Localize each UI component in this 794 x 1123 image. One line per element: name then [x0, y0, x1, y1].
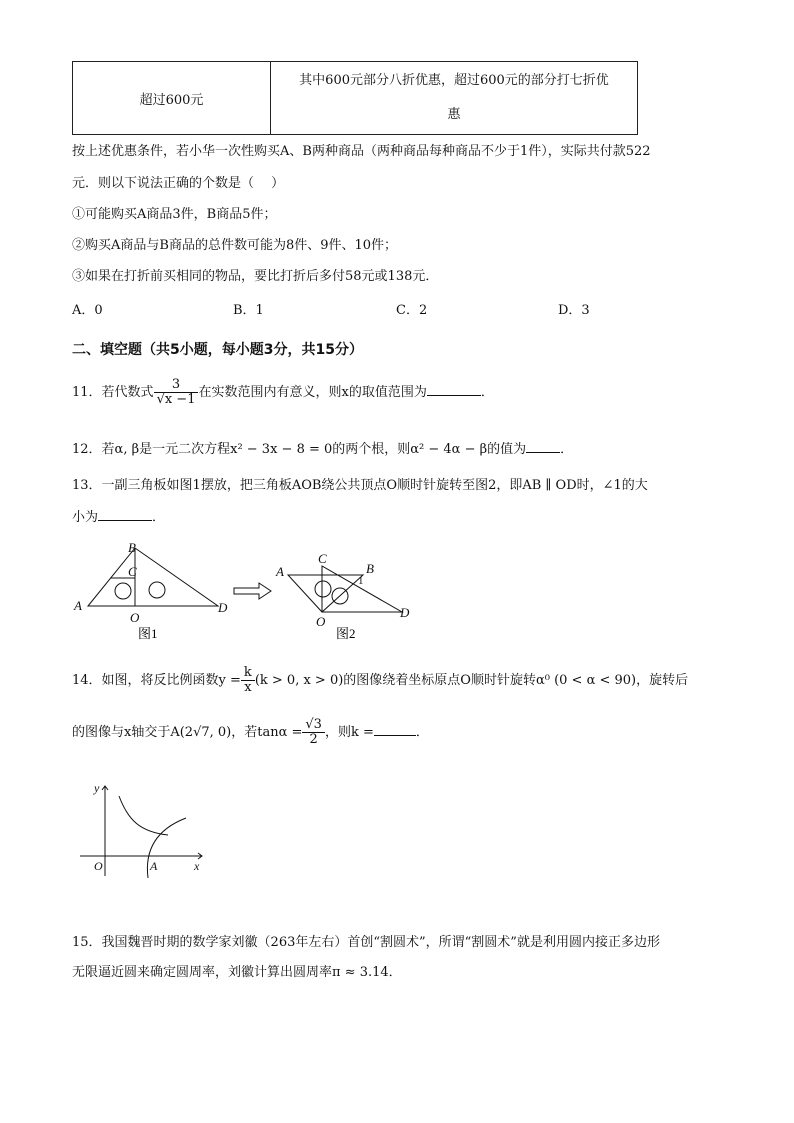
- q14-line2-b: ，则k =: [324, 725, 374, 740]
- q12-line: [72, 440, 573, 459]
- graph-label-o: O: [94, 859, 103, 873]
- discount-table: [72, 61, 638, 135]
- graph-label-x: x: [194, 859, 200, 873]
- fig2-label-angle-1: 1: [358, 575, 364, 587]
- graph-label-a: A: [150, 859, 158, 873]
- q11-frac-den: √x −1: [156, 392, 196, 407]
- fig1-label-b: B: [128, 540, 136, 555]
- fig1-label-d: D: [218, 600, 228, 615]
- q11-post: 在实数范围内有意义，则x的取值范围为: [198, 385, 427, 400]
- q13-answer-blank[interactable]: [98, 508, 152, 521]
- q14-frac1-den: x: [244, 680, 252, 695]
- fig2-caption: 图2: [336, 626, 356, 641]
- q11-frac-num: 3: [154, 378, 199, 393]
- q14-frac1-num: k: [241, 666, 255, 681]
- q10-statement-1: ①可能购买A商品3件，B商品5件；: [72, 207, 277, 222]
- q14-line1: [72, 666, 688, 695]
- hyperbola-curve: [119, 796, 168, 835]
- arrow-icon: [234, 583, 271, 599]
- q10-option-c: C．2: [396, 303, 428, 318]
- fig1-label-o: O: [130, 610, 140, 625]
- q10-option-d: D．3: [558, 303, 590, 318]
- q14-frac2-num: √3: [302, 718, 325, 733]
- q15-line1: 15．我国魏晋时期的数学家刘徽（263年左右）首创“割圆术”，所谓“割圆术”就是利用圆内接正多边形: [72, 935, 660, 950]
- q12-answer-blank[interactable]: [526, 440, 560, 453]
- fig1-label-a: A: [74, 598, 82, 613]
- table-right-cell: [271, 62, 638, 135]
- fig2-triangle-cod: [322, 566, 402, 612]
- q14-line2: [72, 718, 429, 747]
- fig1-circle-right: [149, 582, 165, 598]
- q12-number: 12．: [72, 442, 102, 457]
- q11-answer-blank[interactable]: [427, 383, 481, 396]
- fig1-caption: 图1: [138, 626, 158, 641]
- q14-end: ．: [415, 725, 429, 740]
- q14-fraction-tan: [302, 718, 325, 747]
- q11-fraction: [154, 378, 199, 407]
- q10-statement-3: ③如果在打折前买相同的物品，要比打折后多付58元或138元．: [72, 269, 439, 284]
- q15-line2: 无限逼近圆来确定圆周率，刘徽计算出圆周率π ≈ 3.14．: [72, 965, 402, 980]
- section-heading: 二、填空题（共5小题，每小题3分，共15分）: [72, 342, 363, 358]
- q14-fraction-k-over-x: [241, 666, 255, 695]
- q12-end: ．: [560, 442, 574, 457]
- fig2-triangle-aob: [288, 575, 363, 612]
- q13-line1: 13．一副三角板如图1摆放，把三角板AOB绕公共顶点O顺时针旋转至图2，即AB ∥ OD时，∠1的大: [72, 478, 648, 493]
- q14-answer-blank[interactable]: [374, 723, 416, 736]
- table-right-line2: 惠: [447, 107, 461, 122]
- q10-option-a: A．0: [72, 303, 103, 318]
- fig2-label-a: A: [276, 564, 284, 579]
- q10-stem-line2: 元．则以下说法正确的个数是（ ）: [72, 176, 285, 191]
- q11-end: ．: [480, 385, 494, 400]
- q11-line: [72, 378, 494, 407]
- table-left-cell: [73, 62, 271, 135]
- q11-number: 11．: [72, 385, 102, 400]
- fig2-label-c: C: [318, 551, 327, 566]
- q12-text: 若α, β是一元二次方程x² − 3x − 8 = 0的两个根，则α² − 4α − β的值为: [101, 442, 527, 457]
- q11-pre: 若代数式: [101, 385, 154, 400]
- table-left-text: 超过600元: [139, 92, 204, 108]
- graph-label-y: y: [94, 781, 100, 795]
- q13-line2-text: 小为: [72, 510, 99, 525]
- q13-line2: [72, 508, 165, 527]
- fig2-label-d: D: [400, 605, 410, 620]
- fig2-diagram: [288, 566, 402, 612]
- fig1-diagram: [88, 548, 218, 606]
- q14-line2-a: 的图像与x轴交于A(2√7, 0)，若tanα =: [72, 725, 303, 740]
- fig1-label-c: C: [128, 564, 137, 579]
- q14-line1-b: (k > 0, x > 0)的图像绕着坐标原点O顺时针旋转α⁰ (0 < α < 90)，旋转后: [254, 673, 689, 688]
- q13-end: ．: [152, 510, 166, 525]
- q14-graph: [78, 780, 218, 880]
- fig1-circle-left: [115, 583, 131, 599]
- q13-figures: [66, 538, 426, 648]
- q14-line1-a: 14．如图，将反比例函数y =: [72, 673, 241, 688]
- q10-stem-line1: 按上述优惠条件，若小华一次性购买A、B两种商品（两种商品每种商品不少于1件），实际共付款522: [72, 144, 651, 159]
- q14-frac2-den: 2: [309, 732, 318, 747]
- fig2-circle-left: [315, 581, 331, 597]
- q10-option-b: B．1: [233, 303, 264, 318]
- q10-statement-2: ②购买A商品与B商品的总件数可能为8件、9件、10件；: [72, 238, 398, 253]
- fig2-label-o: O: [316, 614, 326, 629]
- fig2-label-b: B: [366, 561, 374, 576]
- table-right-line1: 其中600元部分八折优惠，超过600元的部分打七折优: [299, 73, 609, 88]
